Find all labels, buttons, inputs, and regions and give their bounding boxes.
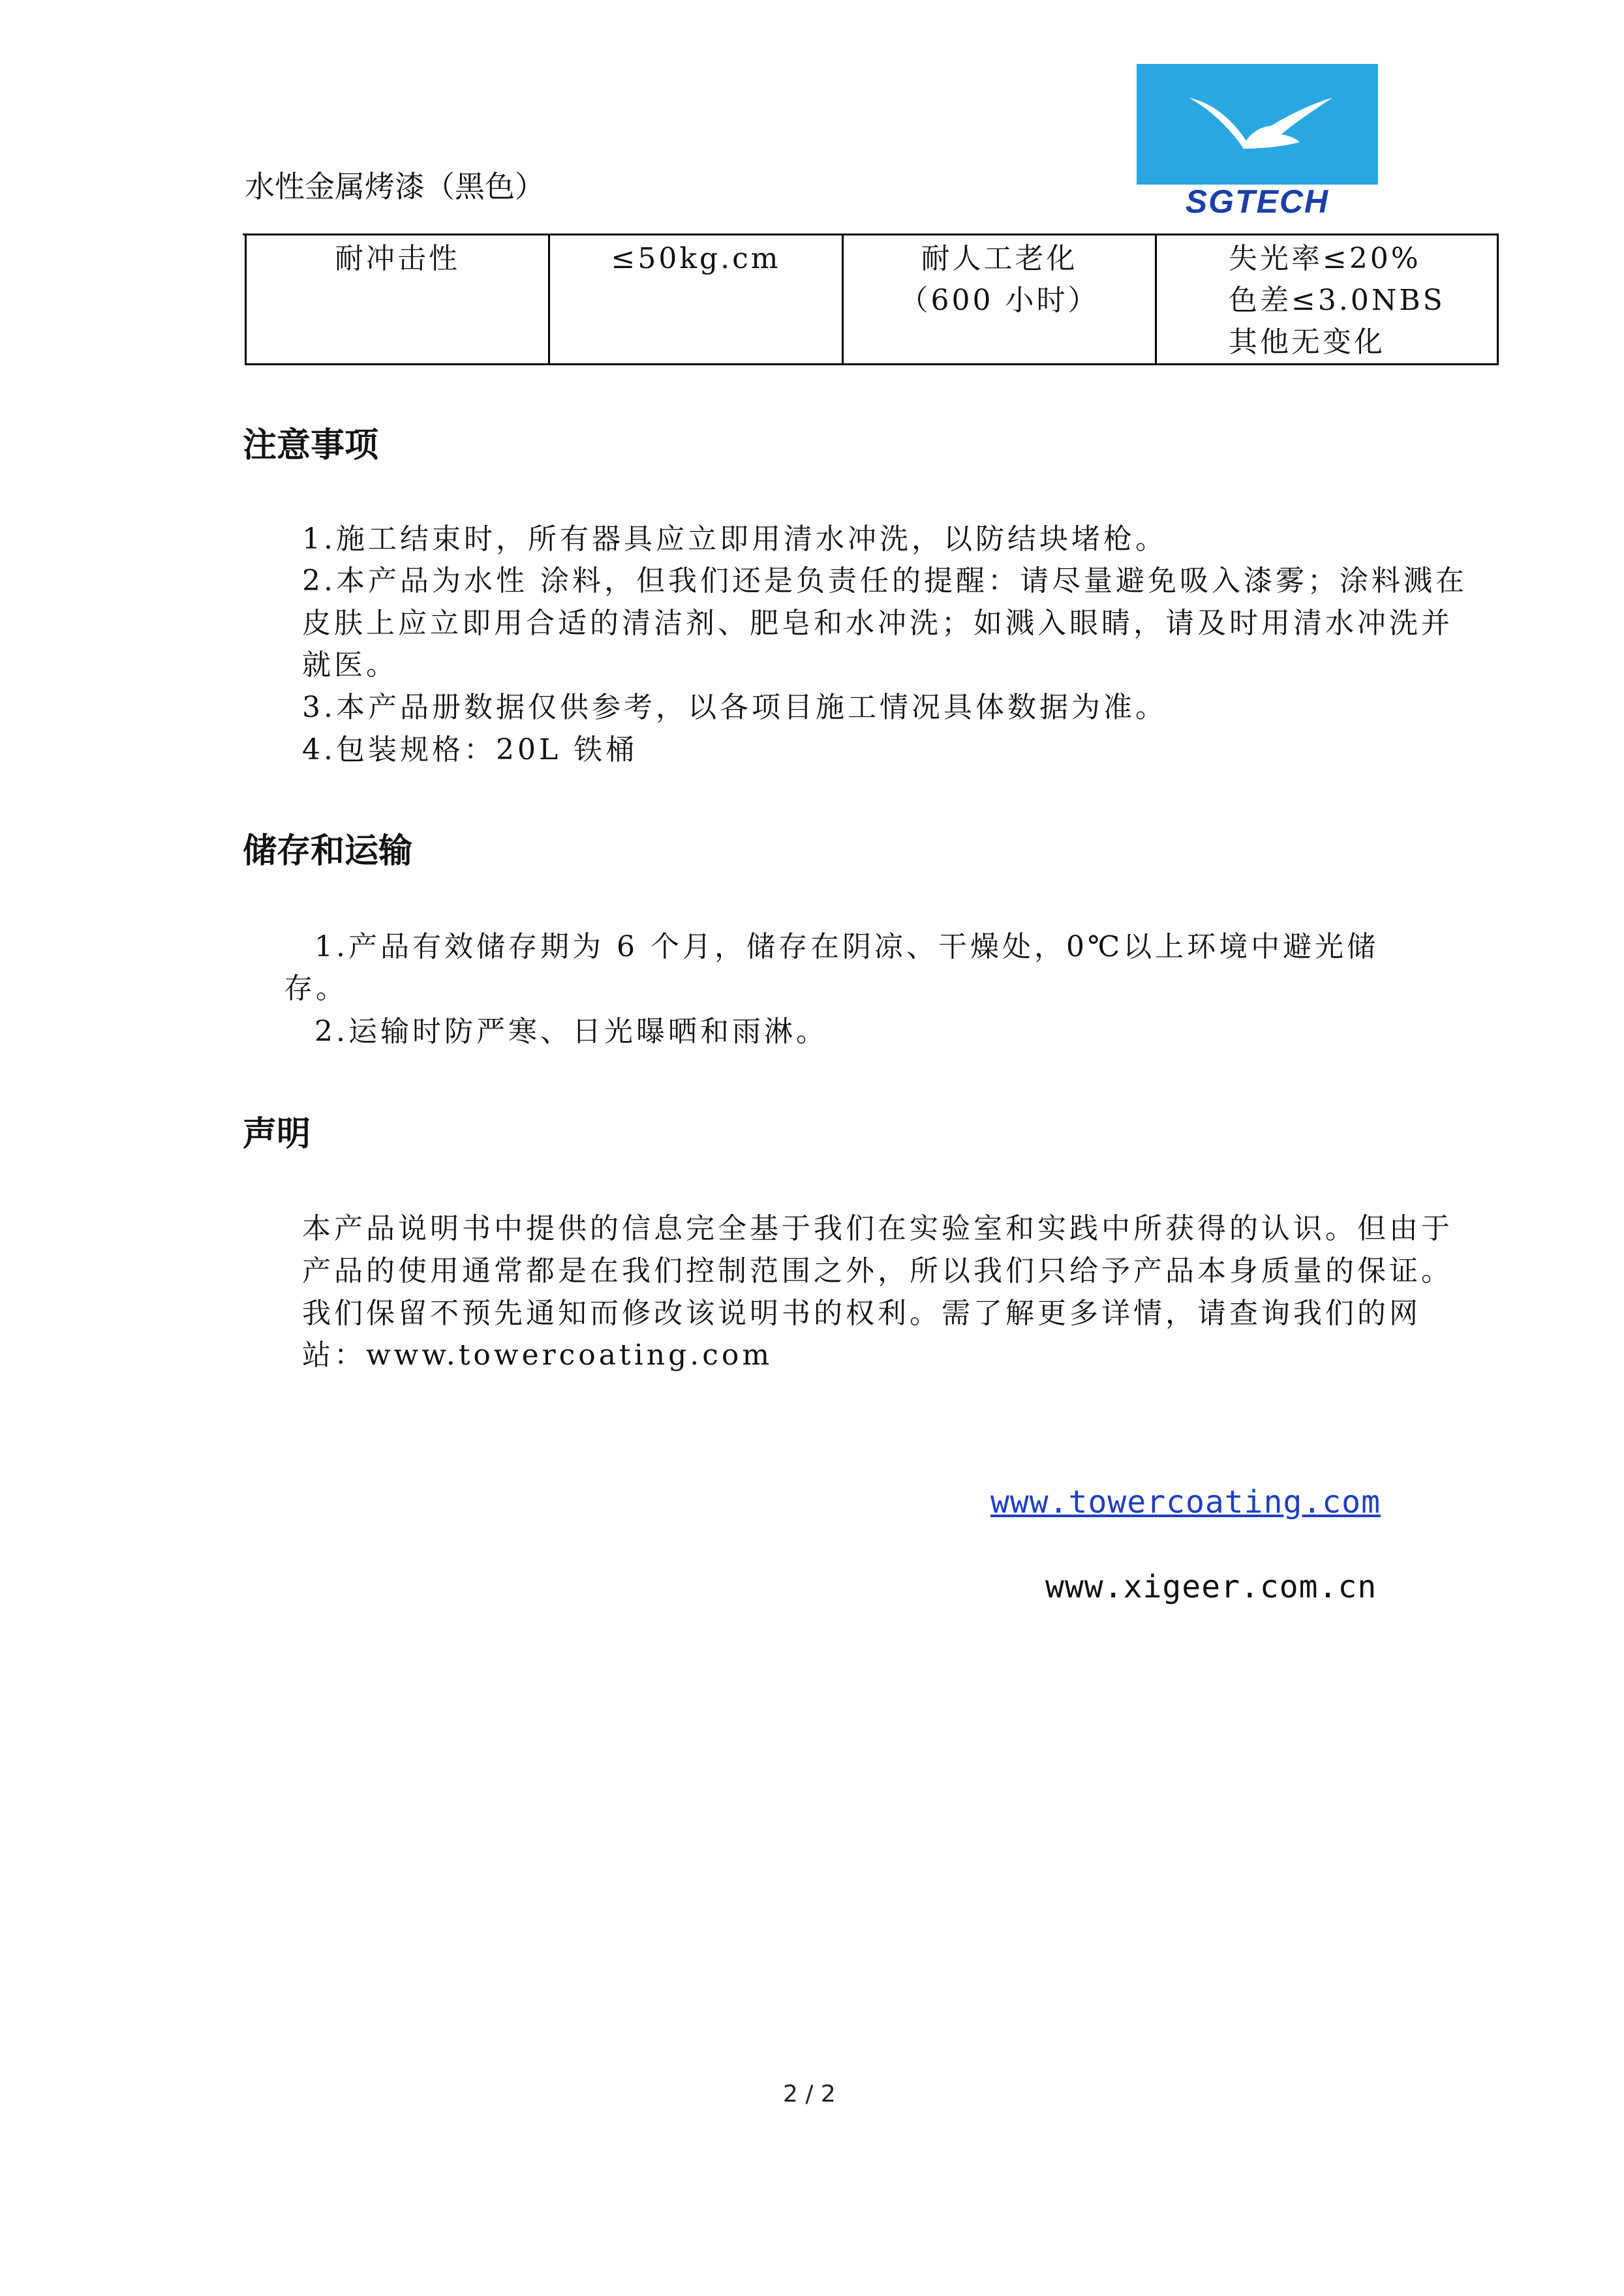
- section-heading-statement: 声明: [243, 1115, 311, 1154]
- logo-text: SGTECH: [1185, 183, 1330, 220]
- page-number: 2 / 2: [783, 2081, 836, 2107]
- sgtech-logo: [1137, 64, 1378, 226]
- statement-line: 我们保留不预先通知而修改该说明书的权利。需了解更多详情，请查询我们的网: [302, 1297, 1421, 1330]
- notes-line: 皮肤上应立即用合适的清洁剂、肥皂和水冲洗；如溅入眼睛，请及时用清水冲洗并: [302, 607, 1453, 640]
- table-row: [246, 235, 1498, 365]
- notes-line: 1.施工结束时，所有器具应立即用清水冲洗，以防结块堵枪。: [302, 522, 1167, 556]
- storage-line: 1.产品有效储存期为 6 个月，储存在阴凉、干燥处，0℃以上环境中避光储: [314, 930, 1379, 963]
- towercoating-link[interactable]: www.towercoating.com: [990, 1484, 1381, 1520]
- notes-line: 3.本产品册数据仅供参考，以各项目施工情况具体数据为准。: [302, 691, 1167, 724]
- xigeer-website-text: www.xigeer.com.cn: [1045, 1569, 1377, 1605]
- notes-line: 2.本产品为水性 涂料，但我们还是负责任的提醒：请尽量避免吸入漆雾；涂料溅在: [302, 564, 1467, 597]
- section-heading-storage: 储存和运输: [243, 832, 413, 871]
- notes-line: 就医。: [302, 648, 398, 682]
- statement-line: 站：www.towercoating.com: [302, 1338, 773, 1372]
- table-cell-value: 失光率≤20% 色差≤3.0NBS 其他无变化: [1156, 235, 1498, 365]
- storage-line: 2.运输时防严寒、日光曝晒和雨淋。: [314, 1015, 828, 1048]
- statement-line: 本产品说明书中提供的信息完全基于我们在实验室和实践中所获得的认识。但由于: [302, 1212, 1453, 1245]
- table-cell-value: ≤50kg.cm: [549, 235, 843, 365]
- logo-graphic: [1137, 64, 1378, 226]
- section-heading-notes: 注意事项: [243, 426, 379, 465]
- table-cell-property: 耐人工老化 （600 小时）: [843, 235, 1156, 365]
- table-cell-property: 耐冲击性: [246, 235, 549, 365]
- spec-table: [245, 234, 1499, 365]
- statement-line: 产品的使用通常都是在我们控制范围之外，所以我们只给予产品本身质量的保证。: [302, 1254, 1453, 1288]
- notes-line: 4.包装规格：20L 铁桶: [302, 733, 638, 766]
- storage-line: 存。: [284, 972, 348, 1005]
- document-title: 水性金属烤漆（黑色）: [245, 169, 545, 204]
